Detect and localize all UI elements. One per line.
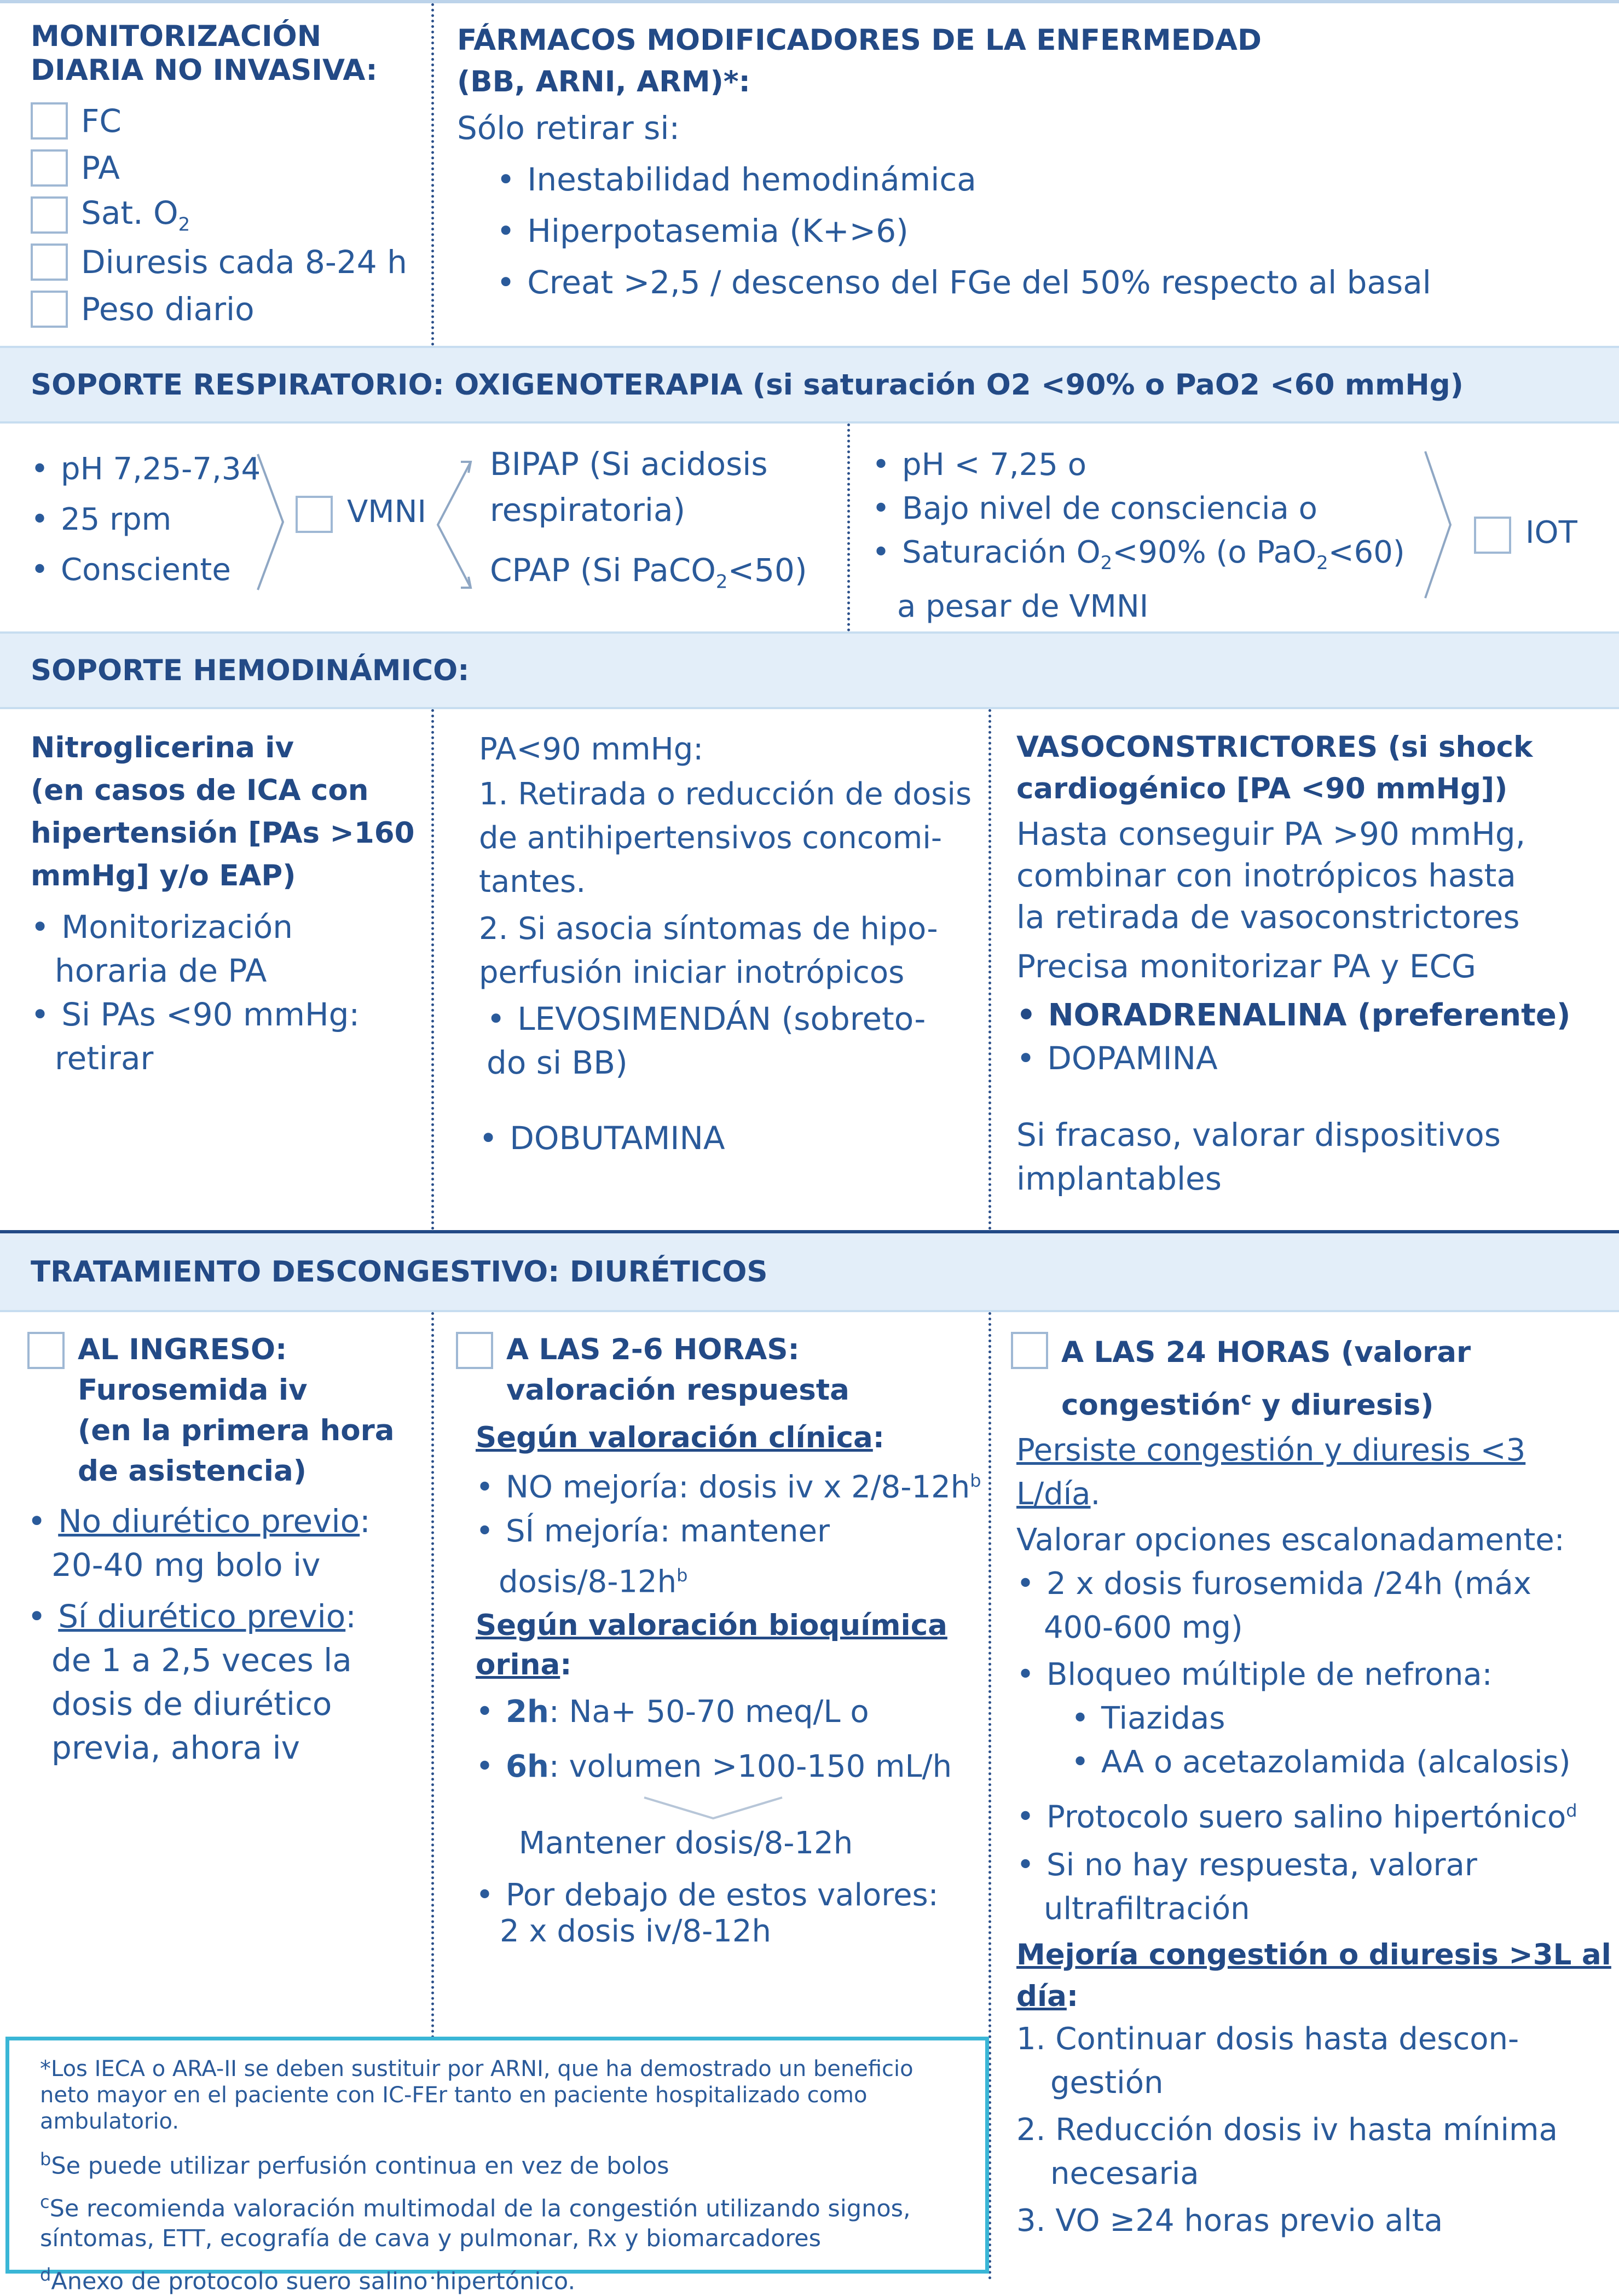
branch-arrows-icon — [432, 456, 476, 593]
diur-band — [0, 1230, 1619, 1312]
diur-col-24h: A LAS 24 HORAS (valorar congestión$^c$ y diuresis) Persiste congestión y diuresis <3 L/día. Valorar opciones escalonadamente: • 2 x dosis furosemida /24h (máx 400-600 mg) • Bloqueo múltiple de nefrona: • Tiazidas • AA o acetazolamida (alcalosis) • Protocolo suero salino hipertónico$^d$ • Si no hay respuesta, valorar ultrafiltración Mejoría congestión o diuresis >3L al día: 1. Continuar dosis hasta descon- gestión 2. Reducción dosis iv hasta mínima necesaria 3. VO ≥24 horas previo alta — [988, 1312, 1619, 2280]
bracket-icon — [1422, 448, 1455, 601]
noradrenalina: • NORADRENALINA (preferente) — [1016, 995, 1619, 1036]
footnote-star: *Los IECA o ARA-II se deben sustituir por ARNI, que ha demostrado un beneficio neto mayor en el paciente con IC-FEr tanto en paciente hospitalizado como ambulatorio. — [40, 2056, 913, 2134]
diur-band-title: TRATAMIENTO DESCONGESTIVO: DIURÉTICOS — [31, 1255, 768, 1289]
vaso-title: VASOCONSTRICTORES (si shock cardiogénico [PA <90 mmHg]) — [1016, 730, 1533, 805]
check-diuresis[interactable]: Diuresis cada 8-24 h — [31, 239, 431, 286]
resp-band-cond: (si saturación O2 <90% o PaO2 <60 mmHg) — [752, 368, 1464, 402]
resp-band — [0, 346, 1619, 424]
keep-dose: Mantener dosis/8-12h — [518, 1825, 853, 1862]
merge-arrow-icon — [642, 1794, 784, 1822]
resp-band-title: SOPORTE RESPIRATORIO: OXIGENOTERAPIA — [31, 368, 743, 402]
section-hemo — [0, 709, 1619, 1230]
footnotes-box — [5, 2037, 989, 2295]
drugs-bullet: • Inestabilidad hemodinámica — [496, 158, 1619, 201]
checkbox-vmni[interactable] — [296, 496, 333, 533]
cpap-text: CPAP (Si PaCO$_2$<50) — [490, 552, 807, 593]
checkbox-diuresis[interactable] — [31, 243, 68, 281]
check-peso[interactable]: Peso diario — [31, 286, 431, 333]
levosimendan: • LEVOSIMENDÁN (sobreto- — [487, 997, 988, 1041]
diur-col-ingreso: AL INGRESO: Furosemida iv (en la primera hora de asistencia) • No diurético previo: 20-40 mg bolo iv • Sí diurético previo: de 1 a 2,5 veces la dosis de diurético previa, ahora iv — [0, 1312, 431, 2280]
nitro-column: Nitroglicerina iv (en casos de ICA con hipertensión [PAs >160 mmHg] y/o EAP) • Monitorización horaria de PA • Si PAs <90 mmHg: retirar — [0, 709, 431, 1230]
section-resp — [0, 424, 1619, 631]
checkbox-24h[interactable] — [1011, 1332, 1048, 1369]
check-sat[interactable]: Sat. $O_2$ — [31, 192, 431, 239]
footnote-d: $^d$Anexo de protocolo suero salino hipertónico. — [40, 2264, 576, 2295]
dobutamina: • DOBUTAMINA — [479, 1116, 988, 1160]
drugs-column — [431, 3, 1619, 346]
checkbox-iot[interactable] — [1474, 517, 1511, 554]
sat-line: • Saturación $O_2<90\%$ (o PaO$_2$<60) — [872, 531, 1619, 585]
pa-column: PA<90 mmHg: 1. Retirada o reducción de dosis de antihipertensivos concomi- tantes. 2. Si asocia síntomas de hipo- perfusión iniciar inotrópicos • LEVOSIMENDÁN (sobreto- do si BB) • DOBUTAMINA — [431, 709, 988, 1230]
monitor-title-2: DIARIA NO INVASIVA: — [31, 54, 378, 87]
drugs-title: FÁRMACOS MODIFICADORES DE LA ENFERMEDAD (BB, ARNI, ARM)*: — [457, 24, 1262, 98]
check-pa[interactable]: PA — [31, 144, 431, 192]
monitor-title — [31, 20, 431, 88]
bipap-text: BIPAP (Si acidosis respiratoria) — [490, 445, 768, 529]
nitro-title: Nitroglicerina iv (en casos de ICA con hipertensión [PAs >160 mmHg] y/o EAP) — [31, 731, 415, 892]
drugs-intro: Sólo retirar si: — [457, 109, 680, 147]
iot-label: IOT — [1525, 515, 1577, 550]
hemo-band-title: SOPORTE HEMODINÁMICO: — [31, 653, 470, 687]
checkbox-fc[interactable] — [31, 102, 68, 140]
vaso-column: VASOCONSTRICTORES (si shock cardiogénico [PA <90 mmHg]) Hasta conseguir PA >90 mmHg, combinar con inotrópicos hasta la retirada de vasoconstrictores Precisa monitorizar PA y ECG • NORADRENALINA (preferente) • DOPAMINA Si fracaso, valorar dispositivos implantables — [988, 709, 1619, 1230]
footnote-c: $^c$Se recomienda valoración multimodal de la congestión utilizando signos, síntomas, ETT, ecografía de cava y pulmonar, Rx y biomarcadores — [40, 2191, 911, 2252]
footnote-b: $^b$Se puede utilizar perfusión continua en vez de bolos — [40, 2149, 669, 2180]
pa-title: PA<90 mmHg: — [479, 732, 704, 767]
checkbox-2-6h[interactable] — [456, 1332, 493, 1369]
monitor-column — [0, 3, 431, 346]
check-fc[interactable]: FC — [31, 97, 431, 144]
drugs-bullet: • Hiperpotasemia (K+>6) — [496, 209, 1619, 253]
monitor-title-1: MONITORIZACIÓN — [31, 20, 322, 53]
resp-left: • pH 7,25-7,34 • 25 rpm • Consciente VMNI BIPAP (Si acidosis respiratoria) CPAP (Si PaCO$_2$<50) — [0, 424, 847, 631]
checkbox-ingreso[interactable] — [27, 1332, 65, 1369]
checkbox-sat[interactable] — [31, 196, 68, 234]
section-monitor — [0, 0, 1619, 346]
resp-right: • pH < 7,25 o • Bajo nivel de consciencia o • Saturación $O_2<90\%$ (o PaO$_2$<60) a pesar de VMNI IOT — [847, 424, 1619, 631]
vmni-label: VMNI — [347, 494, 427, 530]
checkbox-pa[interactable] — [31, 149, 68, 187]
diur-col-2-6h: A LAS 2-6 HORAS: valoración respuesta Según valoración clínica: • NO mejoría: dosis iv x $2/8-12h^b$ • SÍ mejoría: mantener dosis/$8-12h^b$ Según valoración bioquímica orina: • 2h: Na+ 50-70 meq/L o • 6h: volumen >100-150 mL/h Mantener dosis/8-12h • Por debajo de estos valores: 2 x dosis iv/8-12h — [431, 1312, 988, 2280]
dopamina: • DOPAMINA — [1016, 1036, 1619, 1080]
hemo-band — [0, 631, 1619, 709]
drugs-bullet: • Creat >2,5 / descenso del FGe del 50% respecto al basal — [496, 260, 1619, 304]
bracket-icon — [255, 451, 287, 593]
checkbox-peso[interactable] — [31, 291, 68, 328]
